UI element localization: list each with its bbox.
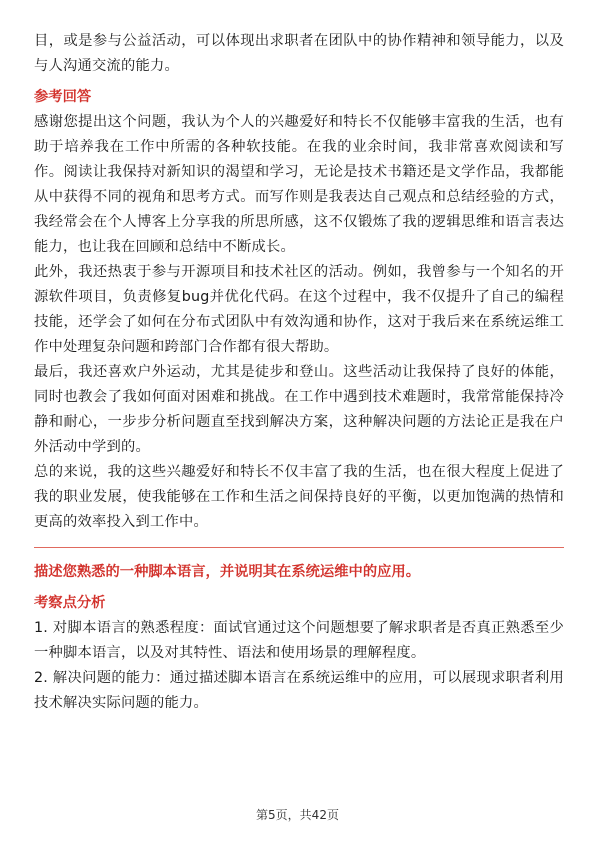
intro-tail: 目，或是参与公益活动，可以体现出求职者在团队中的协作精神和领导能力，以及与人沟通交流的能力。 bbox=[34, 33, 564, 74]
question-title: 描述您熟悉的一种脚本语言，并说明其在系统运维中的应用。 bbox=[34, 564, 421, 580]
document-body bbox=[34, 29, 564, 716]
answer-paragraph: 感谢您提出这个问题，我认为个人的兴趣爱好和特长不仅能够丰富我的生活，也有助于培养我在工作中所需的各种软技能。在我的业余时间，我非常喜欢阅读和写作。阅读让我保持对新知识的渴望和学习，无论是技术书籍还是文学作品，我都能从中获得不同的视角和思考方式。而写作则是我表达自己观点和总结经验的方式，我经常会在个人博客上分享我的所思所感，这不仅锻炼了我的逻辑思维和语言表达能力，也让我在回顾和总结中不断成长。 bbox=[34, 114, 564, 255]
answer-paragraph: 总的来说，我的这些兴趣爱好和特长不仅丰富了我的生活，也在很大程度上促进了我的职业发展，使我能够在工作和生活之间保持良好的平衡，以更加饱满的热情和更高的效率投入到工作中。 bbox=[34, 464, 564, 530]
analysis-point: 1. 对脚本语言的熟悉程度：面试官通过这个问题想要了解求职者是否真正熟悉至少一种脚本语言，以及对其特性、语法和使用场景的理解程度。 bbox=[34, 620, 564, 661]
page-number: 第5页，共42页 bbox=[256, 808, 339, 822]
analysis-heading: 考察点分析 bbox=[34, 595, 106, 611]
answer-paragraph: 此外，我还热衷于参与开源项目和技术社区的活动。例如，我曾参与一个知名的开源软件项目，负责修复bug并优化代码。在这个过程中，我不仅提升了自己的编程技能，还学会了如何在分布式团队中有效沟通和协作，这对于我后来在系统运维工作中处理复杂问题和跨部门合作都有很大帮助。 bbox=[34, 264, 564, 355]
analysis-point: 2. 解决问题的能力：通过描述脚本语言在系统运维中的应用，可以展现求职者利用技术解决实际问题的能力。 bbox=[34, 670, 564, 711]
answer-paragraph: 最后，我还喜欢户外运动，尤其是徒步和登山。这些活动让我保持了良好的体能，同时也教会了我如何面对困难和挑战。在工作中遇到技术难题时，我常常能保持冷静和耐心，一步步分析问题直至找到解决方案，这种解决问题的方法论正是我在户外活动中学到的。 bbox=[34, 364, 564, 455]
answer-heading: 参考回答 bbox=[34, 89, 92, 105]
